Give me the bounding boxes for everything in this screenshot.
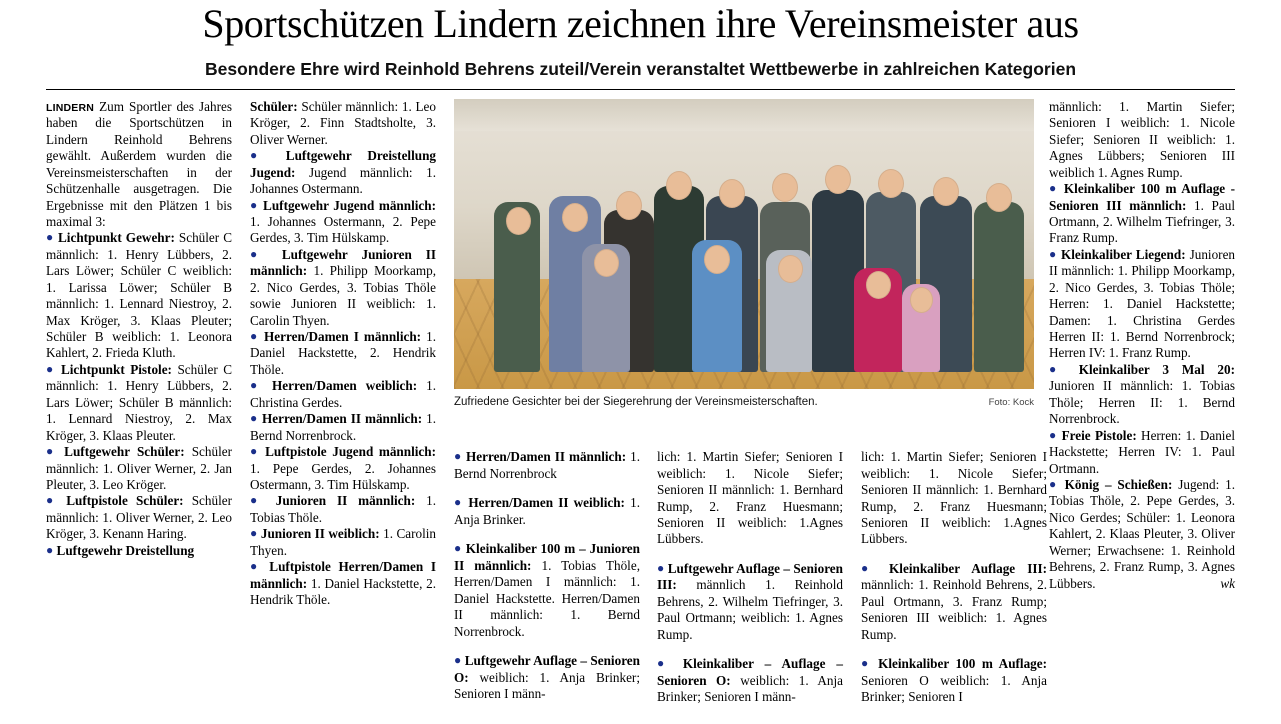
bullet-icon: ● — [46, 361, 56, 376]
photo-person-head — [719, 179, 745, 208]
photo-caption: Zufriedene Gesichter bei der Siegerehrung der Vereinsmeisterschaften. — [454, 395, 818, 408]
text-column-5-bottom — [861, 436, 1047, 719]
bullet-icon: ● — [250, 197, 259, 212]
photo-person-head — [986, 183, 1012, 212]
item-title: Luftgewehr Jugend männlich: — [263, 197, 437, 213]
item-title: Kleinkaliber 100 m – Junioren II männlich: — [454, 541, 640, 573]
photo-person — [974, 202, 1024, 372]
list-item — [454, 449, 640, 482]
bullet-icon: ● — [46, 493, 59, 508]
item-text: 1. Tobias Thöle. — [250, 493, 437, 525]
item-title: Kleinkaliber Auflage III: — [889, 561, 1047, 576]
bullet-icon: ● — [250, 526, 258, 541]
item-title: Luftgewehr Auflage – Senioren O: — [454, 653, 640, 685]
header-divider — [46, 89, 1235, 90]
item-title: Luftgewehr Junioren II männlich: — [250, 246, 437, 279]
item-text: männlich 1. Reinhold Behrens, 2. Wilhelm Tiefringer, 3. Paul Ortmann; weiblich: 1. Agnes Rump. — [657, 577, 843, 642]
item-title: Luftgewehr Schüler: — [64, 444, 185, 460]
item-title: Kleinkaliber 3 Mal 20: — [1078, 361, 1236, 377]
bullet-icon: ● — [46, 230, 54, 245]
item-title: Luftgewehr Auflage – Senioren III: — [657, 561, 843, 593]
article-signature: wk — [1220, 575, 1235, 591]
item-text: männlich: 1. Martin Siefer; Senioren I weiblich: 1. Nicole Siefer; Senioren II weiblich: 1. Agnes Lübbers; Senioren III weiblich 1. Agnes Rump. — [1049, 98, 1235, 180]
list-item — [1049, 247, 1235, 362]
subheadline: Besondere Ehre wird Reinhold Behrens zuteil/Verein veranstaltet Wettbewerbe in zahlreichen Kategorien — [204, 58, 1077, 79]
item-title: Kleinkaliber – Auflage – Senioren O: — [657, 656, 844, 688]
bullet-icon: ● — [657, 561, 665, 575]
list-item — [861, 561, 1047, 643]
list-item — [250, 247, 436, 329]
item-text: Jugend männlich: 1. Johannes Ostermann. — [250, 164, 436, 197]
item-title: Kleinkaliber 100 m Auflage - Senioren III männlich: — [1049, 181, 1236, 213]
list-item — [46, 230, 232, 362]
bullet-icon: ● — [657, 656, 672, 671]
bullet-icon: ● — [250, 378, 263, 393]
bullet-icon: ● — [46, 444, 58, 459]
list-item — [46, 362, 232, 444]
item-text: Herren: 1. Daniel Hackstette; Herren IV: 1. Paul Ortmann. — [1049, 427, 1235, 476]
item-title: Lichtpunkt Pistole: — [60, 361, 172, 377]
item-text: männlich: 1. Reinhold Behrens, 2. Paul Ortmann, 3. Franz Rump; Senioren III weiblich: 1. Agnes Rump. — [861, 577, 1047, 642]
item-text: Junioren II männlich: 1. Tobias Thöle; Herren II: 1. Bernd Norrenbrock. — [1049, 378, 1235, 427]
item-text: 1. Philipp Moorkamp, 2. Nico Gerdes, 3. Tobias Thöle sowie Junioren II weiblich: 1. Carolin Thyen. — [250, 263, 436, 328]
photo-caption-row — [454, 395, 1034, 409]
photo-person-head — [866, 271, 891, 299]
item-text: Schüler männlich: 1. Leo Kröger, 2. Finn Stadtsholte, 3. Oliver Werner. — [250, 98, 436, 147]
bullet-icon: ● — [1049, 181, 1059, 196]
list-item — [250, 378, 436, 411]
item-title: Kleinkaliber Liegend: — [1060, 246, 1186, 262]
page-title: Sportschützen Lindern zeichnen ihre Vereinsmeister aus — [202, 1, 1079, 46]
item-text: Junioren II männlich: 1. Philipp Moorkamp, 2. Nico Gerdes, 3. Tobias Thöle; Herren: 1. Daniel Hackstette; Damen: 1. Christina Gerdes Herren II: 1. Bernd Norrenbrock; Herren IV: 1. Franz Rump. — [1049, 246, 1236, 361]
dateline: LINDERN — [46, 101, 95, 114]
group-photo — [454, 99, 1034, 389]
item-title: Kleinkaliber 100 m Auflage: — [878, 656, 1048, 672]
item-text: weiblich: 1. Anja Brinker; Senioren I männ- — [657, 672, 844, 705]
item-text: Senioren O weiblich: 1. Anja Brinker; Senioren I — [861, 672, 1047, 705]
bullet-icon: ● — [250, 411, 258, 426]
item-title: Luftpistole Jugend männlich: — [265, 444, 437, 460]
item-title: Luftgewehr Dreistellung — [56, 542, 195, 558]
bullet-icon: ● — [454, 495, 464, 510]
list-item — [1049, 181, 1235, 247]
list-item — [657, 561, 843, 643]
bullet-icon: ● — [250, 148, 270, 163]
list-item-continuation — [861, 449, 1047, 548]
item-text: Schüler C männlich: 1. Henry Lübbers, 2. Lars Löwer; Schüler B männlich: 1. Lennard Niestroy, 2. Max Kröger, 3. Klaas Pleuter. — [46, 361, 233, 443]
photo-person-head — [666, 171, 692, 200]
list-item-continuation — [250, 99, 436, 148]
item-text: 1. Johannes Ostermann, 2. Pepe Gerdes, 3. Tim Hülskamp. — [250, 213, 436, 246]
photo-person-head — [562, 203, 588, 232]
item-text: 1. Pepe Gerdes, 2. Johannes Ostermann, 3. Tim Hülskamp. — [250, 460, 436, 492]
lead-text: Zum Sportler des Jahres haben die Sportschützen in Lindern Reinhold Behrens gewählt. Außerdem wurden die Vereinsmeisterschaften in der Schützenhalle ausgetragen. Die Ergebnisse mit den Plätzen 1 bis maximal 3: — [46, 98, 232, 229]
photo-person-head — [594, 249, 619, 277]
list-item-continuation — [657, 449, 843, 548]
item-text: Jugend: 1. Tobias Thöle, 2. Pepe Gerdes, 3. Nico Gerdes; Schüler: 1. Leonora Kahlert, 2. Klaas Pleuter, 3. Oliver Werner; Erwachsene: 1. Reinhold Behrens, 2. Franz Rump, 3. Agnes Lübbers. — [1049, 476, 1235, 591]
list-item — [250, 148, 436, 197]
photo-person-head — [825, 165, 851, 194]
bullet-icon: ● — [1049, 427, 1058, 442]
list-item — [250, 329, 436, 378]
list-item — [454, 653, 640, 702]
text-column-4 — [657, 436, 843, 719]
list-item — [454, 541, 640, 640]
item-title: Herren/Damen II weiblich: — [468, 495, 625, 511]
item-text: weiblich: 1. Anja Brinker; Senioren I männ- — [454, 669, 640, 701]
list-item — [250, 198, 436, 247]
item-title: Herren/Damen I männlich: — [264, 329, 422, 345]
bullet-icon: ● — [1049, 246, 1057, 261]
item-text: Schüler männlich: 1. Oliver Werner, 2. Jan Pleuter, 3. Leo Kröger. — [46, 444, 232, 492]
lead-paragraph — [46, 99, 232, 231]
item-title: Lichtpunkt Gewehr: — [58, 230, 175, 246]
item-text: 1. Christina Gerdes. — [250, 378, 437, 410]
bullet-icon: ● — [250, 444, 260, 459]
bullet-icon: ● — [1049, 476, 1059, 491]
item-text: Schüler männlich: 1. Oliver Werner, 2. Leo Kröger, 3. Kenann Haring. — [46, 493, 233, 542]
item-title: Freie Pistole: — [1061, 427, 1137, 443]
item-title: Luftpistole Schüler: — [66, 493, 184, 509]
item-text: lich: 1. Martin Siefer; Senioren I weiblich: 1. Nicole Siefer; Senioren II männlich: 1. Bernhard Rump, 2. Franz Huesmann; Senioren II weiblich: 1.Agnes Lübbers. — [657, 449, 843, 547]
item-text: 1. Bernd Norrenbrock — [454, 449, 641, 481]
photo-credit: Foto: Kock — [988, 396, 1034, 408]
item-title: Junioren II männlich: — [275, 493, 416, 509]
bullet-icon: ● — [1049, 361, 1066, 376]
list-item — [454, 495, 640, 528]
item-text: 1. Anja Brinker. — [454, 495, 641, 527]
photo-person-head — [616, 191, 642, 220]
list-item — [657, 656, 843, 705]
bullet-icon: ● — [454, 449, 462, 464]
item-title: Herren/Damen II männlich: — [261, 411, 423, 427]
photo-person-head — [704, 245, 730, 274]
photo-person-head — [506, 207, 531, 235]
newspaper-page — [0, 1, 1281, 724]
list-item — [1049, 362, 1235, 428]
item-title: Herren/Damen weiblich: — [272, 378, 418, 394]
photo-person-head — [910, 287, 933, 313]
item-title: Luftgewehr Dreistellung Jugend: — [250, 148, 437, 180]
item-text: 1. Bernd Norrenbrock. — [250, 411, 437, 443]
bullet-icon: ● — [250, 329, 259, 344]
text-column-3 — [454, 436, 640, 716]
bottom-columns-region — [46, 436, 1235, 724]
list-item — [861, 656, 1047, 705]
bullet-icon: ● — [861, 561, 877, 575]
item-text: lich: 1. Martin Siefer; Senioren I weiblich: 1. Nicole Siefer; Senioren II männlich: 1. Bernhard Rump, 2. Franz Huesmann; Senioren II weiblich: 1.Agnes Lübbers. — [861, 449, 1047, 547]
item-text: 1. Paul Ortmann, 2. Wilhelm Tiefringer, 3. Franz Rump. — [1049, 197, 1235, 246]
bullet-icon: ● — [46, 542, 54, 557]
list-item-continuation — [1049, 99, 1235, 181]
item-text: 1. Daniel Hackstette, 2. Hendrik Thöle. — [250, 575, 436, 608]
photo-person-head — [933, 177, 959, 206]
bullet-icon: ● — [861, 656, 872, 671]
item-title: Schüler: — [250, 98, 298, 114]
item-title: Luftpistole Herren/Damen I männlich: — [250, 559, 437, 591]
item-title: Junioren II weiblich: — [260, 526, 380, 542]
photo-person-head — [778, 255, 803, 283]
bullet-icon: ● — [250, 246, 268, 261]
photo-block — [454, 99, 1034, 409]
bullet-icon: ● — [250, 493, 265, 508]
item-text: 1. Carolin Thyen. — [250, 526, 436, 558]
item-text: 1. Daniel Hackstette, 2. Hendrik Thöle. — [250, 329, 437, 377]
item-title: König – Schießen: — [1064, 476, 1173, 492]
photo-wrapper — [454, 99, 1034, 409]
bullet-icon: ● — [454, 541, 462, 556]
item-title: Herren/Damen II männlich: — [465, 449, 627, 465]
bullet-icon: ● — [454, 653, 462, 668]
item-text: Schüler C männlich: 1. Henry Lübbers, 2. Lars Löwer; Schüler C weiblich: 1. Larissa Löwer; Schüler B männlich: 1. Lennard Niestroy, 2. Max Kröger, 3. Klaas Pleuter; Schüler B weiblich: 1. Leonora Kahlert, 2. Frieda Kluth. — [46, 230, 232, 361]
item-text: 1. Tobias Thöle, Herren/Damen I männlich: 1. Daniel Hackstette. Herren/Damen II männlich: 1. Bernd Norrenbrock. — [454, 557, 640, 639]
photo-person-head — [772, 173, 798, 202]
photo-person-head — [878, 169, 904, 198]
bullet-icon: ● — [250, 559, 262, 574]
